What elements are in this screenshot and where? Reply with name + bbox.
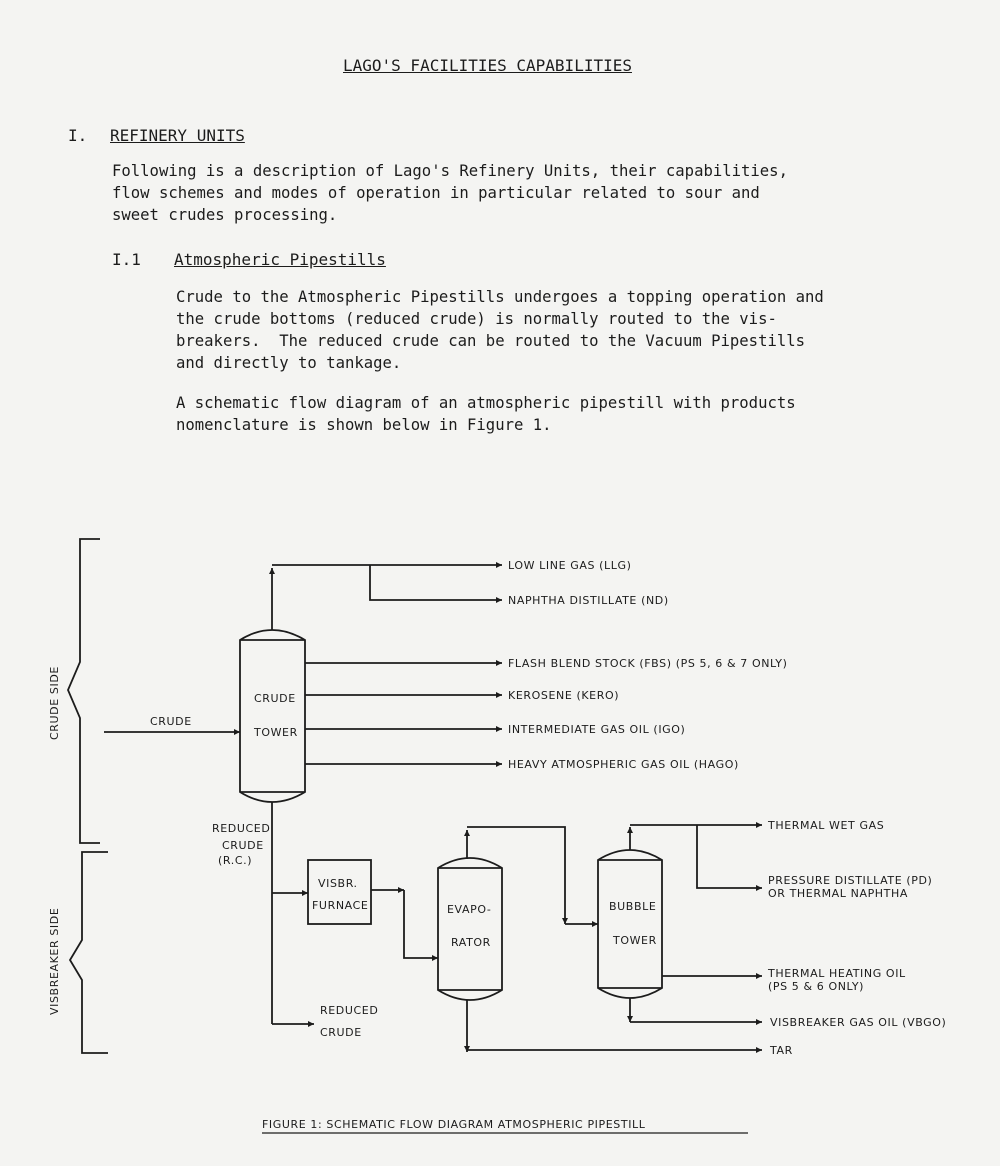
paragraph-line: nomenclature is shown below in Figure 1. bbox=[176, 416, 552, 434]
subsection-title: Atmospheric Pipestills bbox=[174, 250, 386, 269]
reduced-crude-rc-label: (R.C.) bbox=[218, 854, 253, 867]
evaporator-label: EVAPO- bbox=[447, 903, 492, 916]
visbreaker-side-label: VISBREAKER SIDE bbox=[48, 907, 61, 1015]
subsection-number: I.1 bbox=[112, 250, 141, 269]
igo-label: INTERMEDIATE GAS OIL (IGO) bbox=[508, 723, 686, 736]
crude-side-label: CRUDE SIDE bbox=[48, 666, 61, 740]
evaporator-feed-line bbox=[404, 890, 438, 958]
paragraph-line: and directly to tankage. bbox=[176, 354, 402, 372]
tho-label: (PS 5 & 6 ONLY) bbox=[768, 980, 865, 993]
section-title: REFINERY UNITS bbox=[110, 126, 245, 145]
vbgo-label: VISBREAKER GAS OIL (VBGO) bbox=[770, 1016, 947, 1029]
crude-feed-label: CRUDE bbox=[150, 715, 192, 728]
visbr-furnace-label: VISBR. bbox=[318, 877, 358, 890]
hago-label: HEAVY ATMOSPHERIC GAS OIL (HAGO) bbox=[508, 758, 739, 771]
intro-line: flow schemes and modes of operation in particular related to sour and bbox=[112, 184, 760, 202]
reduced-crude-rc-label: REDUCED bbox=[212, 822, 271, 835]
bubble-tower-label: BUBBLE bbox=[609, 900, 657, 913]
crude-tower-label: TOWER bbox=[254, 726, 298, 739]
paragraph-line: the crude bottoms (reduced crude) is normally routed to the vis- bbox=[176, 310, 777, 328]
paragraph-line: A schematic flow diagram of an atmospheric pipestill with products bbox=[176, 394, 796, 412]
visbr-furnace-box bbox=[308, 860, 371, 924]
crude-side-bracket bbox=[68, 539, 100, 843]
visbreaker-side-bracket bbox=[70, 852, 108, 1053]
evaporator-vessel bbox=[438, 858, 502, 1000]
evaporator-label: RATOR bbox=[451, 936, 491, 949]
crude-tower-vessel bbox=[240, 630, 305, 802]
bubble-tower-vessel bbox=[598, 850, 662, 998]
intro-line: sweet crudes processing. bbox=[112, 206, 338, 224]
pd-label: PRESSURE DISTILLATE (PD) bbox=[768, 874, 933, 887]
fbs-label: FLASH BLEND STOCK (FBS) (PS 5, 6 & 7 ONLY) bbox=[508, 657, 788, 670]
tho-label: THERMAL HEATING OIL bbox=[768, 967, 906, 980]
thermal-wet-gas-label: THERMAL WET GAS bbox=[768, 819, 885, 832]
nd-line bbox=[370, 565, 502, 600]
reduced-crude-out-label: REDUCED bbox=[320, 1004, 379, 1017]
llg-label: LOW LINE GAS (LLG) bbox=[508, 559, 632, 572]
pd-label: OR THERMAL NAPHTHA bbox=[768, 887, 908, 900]
pd-line bbox=[697, 825, 762, 888]
paragraph-line: breakers. The reduced crude can be routed to the Vacuum Pipestills bbox=[176, 332, 806, 350]
reduced-crude-rc-label: CRUDE bbox=[222, 839, 264, 852]
intro-line: Following is a description of Lago's Refinery Units, their capabilities, bbox=[112, 162, 788, 180]
reduced-crude-out-label: CRUDE bbox=[320, 1026, 362, 1039]
figure-caption: FIGURE 1: SCHEMATIC FLOW DIAGRAM ATMOSPHERIC PIPESTILL bbox=[262, 1118, 646, 1131]
document-title: LAGO'S FACILITIES CAPABILITIES bbox=[343, 56, 632, 75]
crude-tower-label: CRUDE bbox=[254, 692, 296, 705]
tar-label: TAR bbox=[770, 1044, 793, 1057]
bubble-tower-label: TOWER bbox=[613, 934, 657, 947]
nd-label: NAPHTHA DISTILLATE (ND) bbox=[508, 594, 669, 607]
visbr-furnace-label: FURNACE bbox=[312, 899, 369, 912]
kero-label: KEROSENE (KERO) bbox=[508, 689, 620, 702]
section-number: I. bbox=[68, 126, 88, 145]
paragraph-line: Crude to the Atmospheric Pipestills undergoes a topping operation and bbox=[176, 288, 824, 306]
